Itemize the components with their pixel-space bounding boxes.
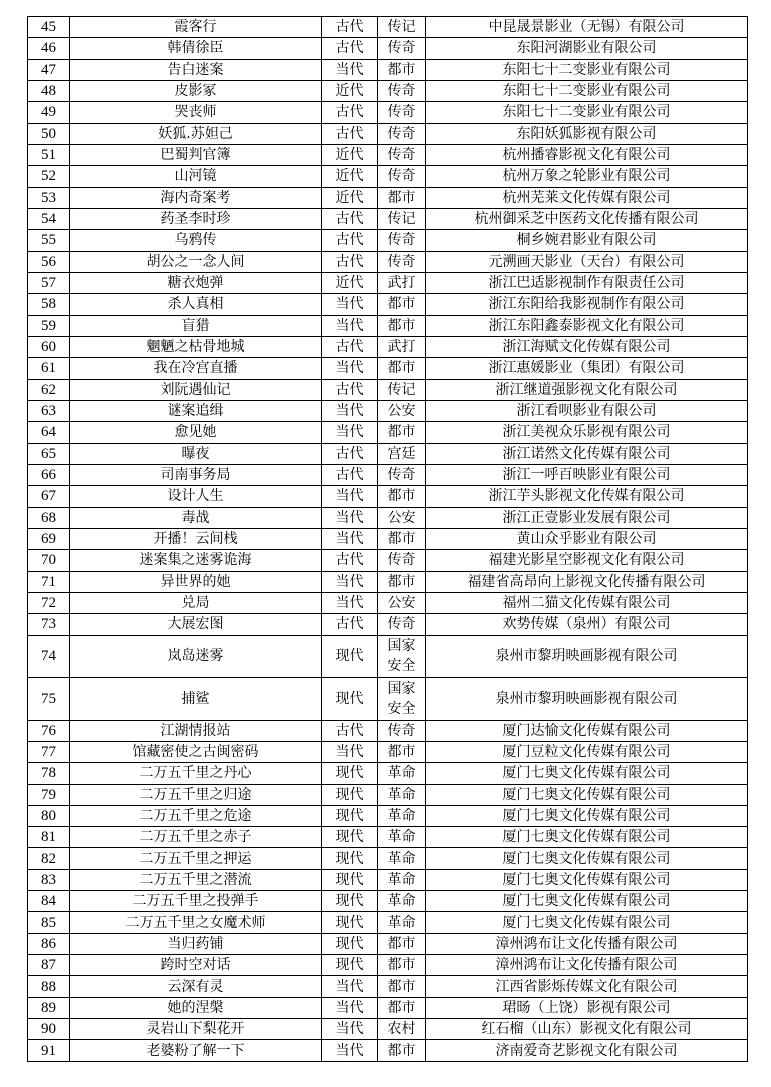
- era-cell: 当代: [322, 571, 378, 592]
- table-row: [28, 358, 748, 379]
- genre-cell: 都市: [378, 933, 426, 954]
- company-cell: 厦门七奥文化传媒有限公司: [426, 891, 748, 912]
- drama-title-cell: 韩倩徐臣: [70, 38, 322, 59]
- company-cell: 浙江正壹影业发展有限公司: [426, 507, 748, 528]
- table-row: [28, 187, 748, 208]
- row-number-cell: 60: [28, 336, 70, 357]
- company-cell: 杭州御采芝中医药文化传播有限公司: [426, 208, 748, 229]
- company-cell: 中昆晟景影业（无锡）有限公司: [426, 17, 748, 38]
- table-row: [28, 294, 748, 315]
- company-cell: 浙江一呼百映影业有限公司: [426, 464, 748, 485]
- era-cell: 古代: [322, 17, 378, 38]
- row-number-cell: 67: [28, 486, 70, 507]
- genre-cell: 都市: [378, 741, 426, 762]
- company-cell: 杭州万象之轮影业有限公司: [426, 166, 748, 187]
- row-number-cell: 50: [28, 123, 70, 144]
- era-cell: 当代: [322, 1040, 378, 1061]
- genre-cell: 都市: [378, 955, 426, 976]
- company-cell: 福州二猫文化传媒有限公司: [426, 592, 748, 613]
- company-cell: 漳州鸿布让文化传播有限公司: [426, 933, 748, 954]
- company-cell: 东阳七十二变影业有限公司: [426, 59, 748, 80]
- table-row: [28, 315, 748, 336]
- genre-cell: 传奇: [378, 38, 426, 59]
- genre-cell: 宫廷: [378, 443, 426, 464]
- genre-cell: 都市: [378, 59, 426, 80]
- row-number-cell: 59: [28, 315, 70, 336]
- era-cell: 现代: [322, 891, 378, 912]
- drama-title-cell: 司南事务局: [70, 464, 322, 485]
- table-row: [28, 550, 748, 571]
- genre-cell: 革命: [378, 763, 426, 784]
- genre-cell: 革命: [378, 869, 426, 890]
- genre-cell: 传奇: [378, 614, 426, 635]
- drama-title-cell: 岚岛迷雾: [70, 635, 322, 678]
- table-row: [28, 997, 748, 1018]
- table-row: [28, 763, 748, 784]
- table-row: [28, 827, 748, 848]
- genre-line: 国家: [387, 638, 416, 655]
- era-cell: 现代: [322, 805, 378, 826]
- genre-cell: 都市: [378, 187, 426, 208]
- era-cell: 现代: [322, 763, 378, 784]
- drama-title-cell: 胡公之一念人间: [70, 251, 322, 272]
- era-cell: 当代: [322, 400, 378, 421]
- drama-title-cell: 二万五千里之危途: [70, 805, 322, 826]
- era-cell: 古代: [322, 550, 378, 571]
- era-cell: 现代: [322, 784, 378, 805]
- era-cell: 古代: [322, 251, 378, 272]
- drama-title-cell: 她的涅槃: [70, 997, 322, 1018]
- genre-cell: 都市: [378, 315, 426, 336]
- drama-title-cell: 老婆粉了解一下: [70, 1040, 322, 1061]
- company-cell: 杭州芜莱文化传媒有限公司: [426, 187, 748, 208]
- row-number-cell: 86: [28, 933, 70, 954]
- row-number-cell: 78: [28, 763, 70, 784]
- table-row: [28, 144, 748, 165]
- drama-title-cell: 江湖情报站: [70, 720, 322, 741]
- company-cell: 东阳妖狐影视有限公司: [426, 123, 748, 144]
- row-number-cell: 53: [28, 187, 70, 208]
- era-cell: 古代: [322, 336, 378, 357]
- genre-cell: 传记: [378, 208, 426, 229]
- drama-title-cell: 跨时空对话: [70, 955, 322, 976]
- company-cell: 厦门七奥文化传媒有限公司: [426, 827, 748, 848]
- company-cell: 浙江东阳给我影视制作有限公司: [426, 294, 748, 315]
- genre-cell: 公安: [378, 507, 426, 528]
- row-number-cell: 87: [28, 955, 70, 976]
- table-row: [28, 614, 748, 635]
- genre-cell: 传记: [378, 17, 426, 38]
- era-cell: 古代: [322, 230, 378, 251]
- genre-cell: 传奇: [378, 230, 426, 251]
- company-cell: 福建省高昂向上影视文化传播有限公司: [426, 571, 748, 592]
- row-number-cell: 61: [28, 358, 70, 379]
- genre-cell: 都市: [378, 1040, 426, 1061]
- company-cell: 浙江惠媛影业（集团）有限公司: [426, 358, 748, 379]
- drama-title-cell: 异世界的她: [70, 571, 322, 592]
- company-cell: 浙江海赋文化传媒有限公司: [426, 336, 748, 357]
- genre-cell: 传奇: [378, 123, 426, 144]
- table-row: [28, 272, 748, 293]
- company-cell: 漳州鸿布让文化传播有限公司: [426, 955, 748, 976]
- table-row: [28, 443, 748, 464]
- table-row: [28, 720, 748, 741]
- table-row: [28, 400, 748, 421]
- table-row: [28, 230, 748, 251]
- table-row: [28, 80, 748, 101]
- row-number-cell: 76: [28, 720, 70, 741]
- drama-title-cell: 我在冷宫直播: [70, 358, 322, 379]
- company-cell: 泉州市黎玥映画影视有限公司: [426, 635, 748, 678]
- era-cell: 当代: [322, 1019, 378, 1040]
- table-row: [28, 571, 748, 592]
- era-cell: 现代: [322, 869, 378, 890]
- era-cell: 古代: [322, 720, 378, 741]
- drama-title-cell: 当归药铺: [70, 933, 322, 954]
- company-cell: 东阳七十二变影业有限公司: [426, 102, 748, 123]
- genre-cell: 传奇: [378, 102, 426, 123]
- table-row: [28, 379, 748, 400]
- company-cell: 欢势传媒（泉州）有限公司: [426, 614, 748, 635]
- drama-title-cell: 二万五千里之归途: [70, 784, 322, 805]
- company-cell: 东阳河湖影业有限公司: [426, 38, 748, 59]
- table-row: [28, 166, 748, 187]
- drama-title-cell: 药圣李时珍: [70, 208, 322, 229]
- genre-cell: 传奇: [378, 80, 426, 101]
- row-number-cell: 64: [28, 422, 70, 443]
- row-number-cell: 55: [28, 230, 70, 251]
- company-cell: 浙江芋头影视文化传媒有限公司: [426, 486, 748, 507]
- table-row: [28, 464, 748, 485]
- table-row: [28, 59, 748, 80]
- company-cell: 厦门七奥文化传媒有限公司: [426, 805, 748, 826]
- table-row: [28, 102, 748, 123]
- era-cell: 古代: [322, 123, 378, 144]
- drama-title-cell: 魍魉之枯骨地城: [70, 336, 322, 357]
- drama-title-cell: 馆藏密使之古闽密码: [70, 741, 322, 762]
- row-number-cell: 73: [28, 614, 70, 635]
- era-cell: 近代: [322, 80, 378, 101]
- table-row: [28, 422, 748, 443]
- row-number-cell: 47: [28, 59, 70, 80]
- era-cell: 近代: [322, 187, 378, 208]
- drama-title-cell: 糖衣炮弹: [70, 272, 322, 293]
- row-number-cell: 81: [28, 827, 70, 848]
- era-cell: 当代: [322, 528, 378, 549]
- row-number-cell: 48: [28, 80, 70, 101]
- row-number-cell: 77: [28, 741, 70, 762]
- drama-title-cell: 曝夜: [70, 443, 322, 464]
- company-cell: 黄山众乎影业有限公司: [426, 528, 748, 549]
- genre-cell: 传奇: [378, 251, 426, 272]
- genre-cell: 革命: [378, 891, 426, 912]
- row-number-cell: 45: [28, 17, 70, 38]
- genre-cell: 革命: [378, 805, 426, 826]
- genre-cell: 公安: [378, 592, 426, 613]
- era-cell: 古代: [322, 379, 378, 400]
- genre-cell: 传记: [378, 379, 426, 400]
- drama-title-cell: 哭丧师: [70, 102, 322, 123]
- table-row: [28, 933, 748, 954]
- drama-registry-table: [27, 16, 748, 1062]
- era-cell: 古代: [322, 102, 378, 123]
- table-row: [28, 912, 748, 933]
- era-cell: 近代: [322, 166, 378, 187]
- row-number-cell: 66: [28, 464, 70, 485]
- era-cell: 古代: [322, 614, 378, 635]
- company-cell: 浙江诺然文化传媒有限公司: [426, 443, 748, 464]
- row-number-cell: 80: [28, 805, 70, 826]
- drama-title-cell: 云深有灵: [70, 976, 322, 997]
- table-row: [28, 592, 748, 613]
- row-number-cell: 84: [28, 891, 70, 912]
- row-number-cell: 62: [28, 379, 70, 400]
- genre-cell: [378, 635, 426, 678]
- company-cell: 浙江继道强影视文化有限公司: [426, 379, 748, 400]
- era-cell: 现代: [322, 827, 378, 848]
- company-cell: 福建光影星空影视文化有限公司: [426, 550, 748, 571]
- drama-title-cell: 捕鲨: [70, 678, 322, 721]
- table-row: [28, 1040, 748, 1061]
- table-row: [28, 208, 748, 229]
- table-row: [28, 507, 748, 528]
- table-row: [28, 741, 748, 762]
- era-cell: 当代: [322, 315, 378, 336]
- company-cell: 浙江看呗影业有限公司: [426, 400, 748, 421]
- row-number-cell: 91: [28, 1040, 70, 1061]
- era-cell: 古代: [322, 38, 378, 59]
- drama-title-cell: 迷案集之迷雾诡海: [70, 550, 322, 571]
- row-number-cell: 70: [28, 550, 70, 571]
- table-row: [28, 678, 748, 721]
- table-row: [28, 336, 748, 357]
- genre-cell: 都市: [378, 294, 426, 315]
- row-number-cell: 63: [28, 400, 70, 421]
- row-number-cell: 79: [28, 784, 70, 805]
- drama-title-cell: 二万五千里之潜流: [70, 869, 322, 890]
- era-cell: 古代: [322, 208, 378, 229]
- era-cell: 当代: [322, 997, 378, 1018]
- era-cell: 当代: [322, 358, 378, 379]
- drama-title-cell: 二万五千里之押运: [70, 848, 322, 869]
- drama-title-cell: 谜案追缉: [70, 400, 322, 421]
- genre-cell: 都市: [378, 976, 426, 997]
- era-cell: 当代: [322, 59, 378, 80]
- company-cell: 厦门七奥文化传媒有限公司: [426, 848, 748, 869]
- drama-title-cell: 海内奇案考: [70, 187, 322, 208]
- table-row: [28, 1019, 748, 1040]
- genre-cell: 传奇: [378, 550, 426, 571]
- company-cell: 厦门豆粒文化传媒有限公司: [426, 741, 748, 762]
- row-number-cell: 85: [28, 912, 70, 933]
- table-row: [28, 635, 748, 678]
- row-number-cell: 71: [28, 571, 70, 592]
- era-cell: 古代: [322, 443, 378, 464]
- company-cell: 东阳七十二变影业有限公司: [426, 80, 748, 101]
- drama-title-cell: 毒战: [70, 507, 322, 528]
- era-cell: 古代: [322, 464, 378, 485]
- genre-cell: 都市: [378, 422, 426, 443]
- company-cell: 厦门达愉文化传媒有限公司: [426, 720, 748, 741]
- row-number-cell: 46: [28, 38, 70, 59]
- genre-line: 安全: [387, 700, 416, 717]
- drama-title-cell: 刘阮遇仙记: [70, 379, 322, 400]
- drama-title-cell: 霞客行: [70, 17, 322, 38]
- era-cell: 现代: [322, 955, 378, 976]
- row-number-cell: 83: [28, 869, 70, 890]
- table-body: [28, 17, 748, 1062]
- row-number-cell: 54: [28, 208, 70, 229]
- genre-cell: 武打: [378, 272, 426, 293]
- genre-cell: 革命: [378, 784, 426, 805]
- drama-title-cell: 盲猎: [70, 315, 322, 336]
- drama-title-cell: 大展宏图: [70, 614, 322, 635]
- table-row: [28, 17, 748, 38]
- drama-title-cell: 灵岩山下梨花开: [70, 1019, 322, 1040]
- company-cell: 江西省影烁传媒文化有限公司: [426, 976, 748, 997]
- row-number-cell: 51: [28, 144, 70, 165]
- company-cell: 浙江巴适影视制作有限责任公司: [426, 272, 748, 293]
- table-row: [28, 805, 748, 826]
- era-cell: 近代: [322, 144, 378, 165]
- genre-cell: [378, 678, 426, 721]
- era-cell: 当代: [322, 976, 378, 997]
- era-cell: 当代: [322, 294, 378, 315]
- drama-title-cell: 皮影冢: [70, 80, 322, 101]
- era-cell: 当代: [322, 486, 378, 507]
- row-number-cell: 56: [28, 251, 70, 272]
- company-cell: 泉州市黎玥映画影视有限公司: [426, 678, 748, 721]
- row-number-cell: 68: [28, 507, 70, 528]
- genre-cell: 传奇: [378, 144, 426, 165]
- table-row: [28, 976, 748, 997]
- genre-cell: 传奇: [378, 166, 426, 187]
- table-row: [28, 784, 748, 805]
- genre-cell: 革命: [378, 827, 426, 848]
- era-cell: 当代: [322, 592, 378, 613]
- genre-cell: 都市: [378, 997, 426, 1018]
- company-cell: 红石榴（山东）影视文化有限公司: [426, 1019, 748, 1040]
- era-cell: 现代: [322, 933, 378, 954]
- table-row: [28, 251, 748, 272]
- row-number-cell: 89: [28, 997, 70, 1018]
- era-cell: 当代: [322, 422, 378, 443]
- table-row: [28, 955, 748, 976]
- genre-cell: 都市: [378, 486, 426, 507]
- row-number-cell: 69: [28, 528, 70, 549]
- drama-title-cell: 二万五千里之投弹手: [70, 891, 322, 912]
- row-number-cell: 75: [28, 678, 70, 721]
- company-cell: 杭州播睿影视文化有限公司: [426, 144, 748, 165]
- genre-cell: 农村: [378, 1019, 426, 1040]
- drama-title-cell: 二万五千里之赤子: [70, 827, 322, 848]
- row-number-cell: 58: [28, 294, 70, 315]
- drama-title-cell: 愈见她: [70, 422, 322, 443]
- company-cell: 济南爱奇艺影视文化有限公司: [426, 1040, 748, 1061]
- genre-cell: 公安: [378, 400, 426, 421]
- company-cell: 厦门七奥文化传媒有限公司: [426, 869, 748, 890]
- company-cell: 浙江东阳鑫泰影视文化有限公司: [426, 315, 748, 336]
- row-number-cell: 88: [28, 976, 70, 997]
- genre-line: 国家: [387, 680, 416, 697]
- row-number-cell: 57: [28, 272, 70, 293]
- era-cell: 现代: [322, 678, 378, 721]
- table-row: [28, 869, 748, 890]
- row-number-cell: 72: [28, 592, 70, 613]
- table-row: [28, 848, 748, 869]
- genre-cell: 都市: [378, 358, 426, 379]
- genre-cell: 革命: [378, 848, 426, 869]
- genre-cell: 都市: [378, 528, 426, 549]
- company-cell: 厦门七奥文化传媒有限公司: [426, 763, 748, 784]
- drama-title-cell: 二万五千里之丹心: [70, 763, 322, 784]
- row-number-cell: 74: [28, 635, 70, 678]
- row-number-cell: 90: [28, 1019, 70, 1040]
- era-cell: 当代: [322, 741, 378, 762]
- era-cell: 近代: [322, 272, 378, 293]
- row-number-cell: 82: [28, 848, 70, 869]
- drama-title-cell: 巴蜀判官簿: [70, 144, 322, 165]
- drama-title-cell: 乌鸦传: [70, 230, 322, 251]
- table-row: [28, 528, 748, 549]
- table-row: [28, 123, 748, 144]
- table-row: [28, 486, 748, 507]
- era-cell: 现代: [322, 912, 378, 933]
- genre-cell: 传奇: [378, 464, 426, 485]
- drama-title-cell: 妖狐.苏妲己: [70, 123, 322, 144]
- table-row: [28, 891, 748, 912]
- drama-title-cell: 开播！云间栈: [70, 528, 322, 549]
- company-cell: 桐乡婉君影业有限公司: [426, 230, 748, 251]
- company-cell: 厦门七奥文化传媒有限公司: [426, 912, 748, 933]
- era-cell: 现代: [322, 635, 378, 678]
- row-number-cell: 52: [28, 166, 70, 187]
- company-cell: 元溯画天影业（天台）有限公司: [426, 251, 748, 272]
- company-cell: 浙江美视众乐影视有限公司: [426, 422, 748, 443]
- company-cell: 珺旸（上饶）影视有限公司: [426, 997, 748, 1018]
- drama-title-cell: 山河镜: [70, 166, 322, 187]
- drama-title-cell: 兑局: [70, 592, 322, 613]
- drama-title-cell: 杀人真相: [70, 294, 322, 315]
- row-number-cell: 65: [28, 443, 70, 464]
- table-row: [28, 38, 748, 59]
- drama-title-cell: 告白迷案: [70, 59, 322, 80]
- drama-title-cell: 设计人生: [70, 486, 322, 507]
- company-cell: 厦门七奥文化传媒有限公司: [426, 784, 748, 805]
- drama-title-cell: 二万五千里之女魔术师: [70, 912, 322, 933]
- genre-cell: 都市: [378, 571, 426, 592]
- genre-line: 安全: [387, 658, 416, 675]
- era-cell: 现代: [322, 848, 378, 869]
- genre-cell: 传奇: [378, 720, 426, 741]
- row-number-cell: 49: [28, 102, 70, 123]
- genre-cell: 武打: [378, 336, 426, 357]
- genre-cell: 革命: [378, 912, 426, 933]
- era-cell: 当代: [322, 507, 378, 528]
